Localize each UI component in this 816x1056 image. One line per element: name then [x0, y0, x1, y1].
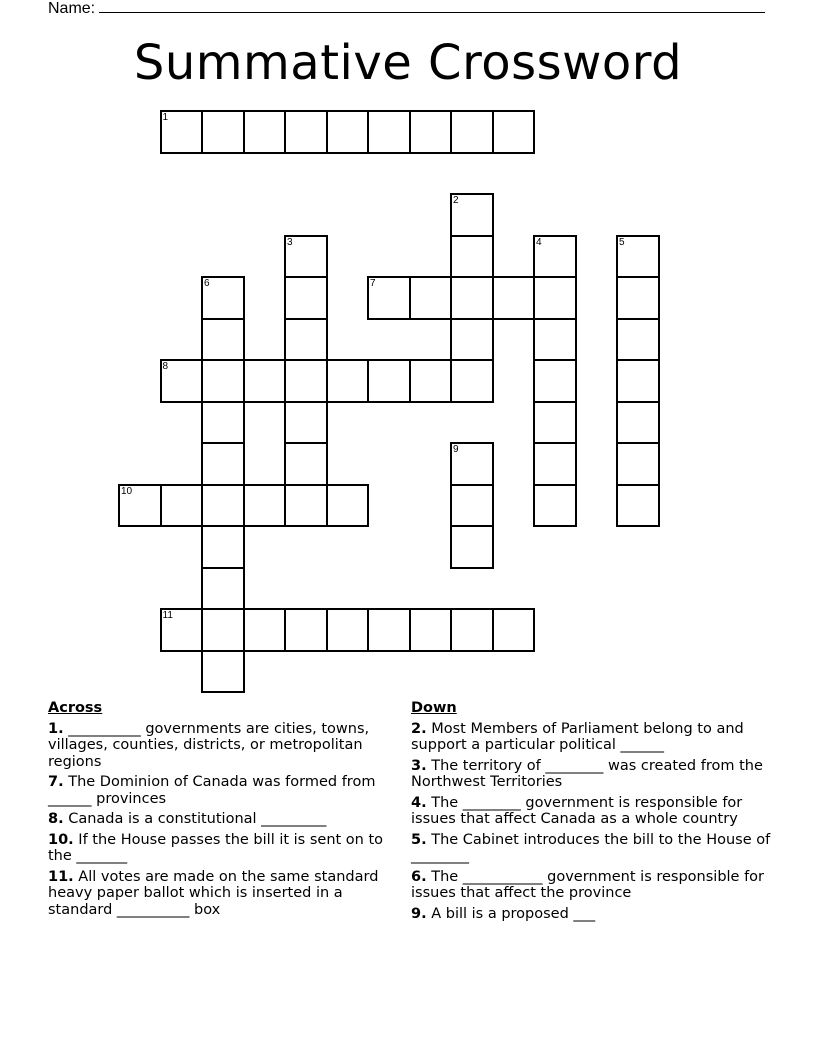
grid-cell[interactable]: [533, 401, 577, 445]
cell-number: 6: [204, 278, 210, 289]
grid-cell[interactable]: [409, 608, 453, 652]
grid-cell[interactable]: [533, 484, 577, 528]
grid-cell[interactable]: [450, 525, 494, 569]
grid-cell[interactable]: [450, 235, 494, 279]
clue-text: Canada is a constitutional _________: [68, 811, 327, 827]
clue-down-3: [411, 758, 771, 791]
down-clues: [411, 700, 771, 926]
grid-cell[interactable]: [284, 276, 328, 320]
cell-number: 2: [453, 195, 459, 206]
grid-cell[interactable]: [284, 110, 328, 154]
grid-cell[interactable]: [533, 359, 577, 403]
clue-down-2: [411, 721, 771, 754]
grid-cell[interactable]: [284, 484, 328, 528]
grid-cell[interactable]: [492, 276, 536, 320]
clue-number: 10.: [48, 831, 74, 848]
grid-cell[interactable]: [201, 650, 245, 694]
grid-cell[interactable]: [450, 276, 494, 320]
grid-cell[interactable]: [326, 484, 370, 528]
cell-number: 1: [162, 112, 169, 123]
grid-cell[interactable]: [201, 110, 245, 154]
grid-cell[interactable]: [492, 608, 536, 652]
across-heading: Across: [48, 700, 103, 716]
clue-down-4: [411, 795, 771, 828]
cell-number: 5: [619, 236, 625, 248]
grid-cell[interactable]: [533, 318, 577, 362]
grid-cell[interactable]: [533, 235, 577, 279]
grid-cell[interactable]: [284, 318, 328, 362]
clue-text: All votes are made on the same standard heavy paper ballot which is inserted in a standard __________ box: [48, 868, 379, 918]
grid-cell[interactable]: [201, 525, 245, 569]
grid-cell[interactable]: [284, 608, 328, 652]
grid-cell[interactable]: [201, 442, 245, 486]
cell-number: 8: [162, 361, 169, 372]
clue-text: A bill is a proposed ___: [431, 905, 596, 922]
grid-cell[interactable]: [450, 359, 494, 403]
clue-number: 8.: [48, 811, 64, 827]
grid-cell[interactable]: [284, 401, 328, 445]
grid-cell[interactable]: [284, 442, 328, 486]
clue-number: 7.: [48, 774, 64, 790]
down-heading: Down: [411, 700, 457, 716]
grid-cell[interactable]: [409, 359, 453, 403]
name-label: Name:: [48, 0, 96, 17]
grid-cell[interactable]: [409, 276, 453, 320]
grid-cell[interactable]: [201, 276, 245, 320]
grid-cell[interactable]: [243, 359, 287, 403]
grid-cell[interactable]: [201, 567, 245, 611]
grid-cell[interactable]: [160, 110, 204, 154]
clue-across-8: [48, 811, 398, 828]
grid-cell[interactable]: [118, 484, 162, 528]
clue-text: The territory of ________ was created from the Northwest Territories: [411, 757, 763, 790]
clue-text: Most Members of Parliament belong to and support a particular political ______: [411, 720, 744, 753]
cell-number: 10: [121, 485, 133, 497]
grid-cell[interactable]: [201, 608, 245, 652]
grid-cell[interactable]: [450, 608, 494, 652]
clue-number: 1.: [48, 720, 64, 737]
grid-cell[interactable]: [326, 110, 370, 154]
grid-cell[interactable]: [450, 110, 494, 154]
grid-cell[interactable]: [201, 484, 245, 528]
clue-down-9: [411, 906, 771, 923]
clue-text: The Dominion of Canada was formed from ______ provinces: [48, 774, 376, 807]
grid-cell[interactable]: [616, 276, 660, 320]
clue-text: __________ governments are cities, towns, villages, counties, districts, or metropolitan regions: [48, 720, 370, 770]
clue-number: 2.: [411, 720, 427, 737]
grid-cell[interactable]: [450, 484, 494, 528]
grid-cell[interactable]: [243, 110, 287, 154]
grid-cell[interactable]: [160, 608, 204, 652]
clue-across-11: [48, 869, 398, 919]
clue-across-10: [48, 832, 398, 865]
grid-cell[interactable]: [450, 193, 494, 237]
grid-cell[interactable]: [616, 318, 660, 362]
grid-cell[interactable]: [201, 401, 245, 445]
grid-cell[interactable]: [450, 318, 494, 362]
grid-cell[interactable]: [284, 235, 328, 279]
clue-text: If the House passes the bill it is sent on to the _______: [48, 831, 384, 864]
grid-cell[interactable]: [616, 401, 660, 445]
clue-down-6: [411, 869, 771, 902]
grid-cell[interactable]: [616, 235, 660, 279]
cell-number: 4: [536, 236, 542, 248]
clue-text: The ___________ government is responsible for issues that affect the province: [411, 868, 765, 901]
grid-cell[interactable]: [160, 484, 204, 528]
clue-text: The Cabinet introduces the bill to the House of ________: [411, 831, 771, 864]
clue-text: The ________ government is responsible for issues that affect Canada as a whole country: [411, 794, 743, 827]
grid-cell[interactable]: [367, 608, 411, 652]
grid-cell[interactable]: [243, 608, 287, 652]
cell-number: 9: [453, 444, 459, 455]
grid-cell[interactable]: [492, 110, 536, 154]
clue-number: 9.: [411, 905, 427, 922]
grid-cell[interactable]: [616, 359, 660, 403]
grid-cell[interactable]: [367, 276, 411, 320]
clue-number: 5.: [411, 831, 427, 848]
grid-cell[interactable]: [533, 276, 577, 320]
clue-number: 4.: [411, 794, 427, 811]
grid-cell[interactable]: [201, 359, 245, 403]
cell-number: 7: [370, 278, 376, 289]
grid-cell[interactable]: [367, 110, 411, 154]
cell-number: 3: [287, 236, 293, 248]
cell-number: 11: [162, 610, 173, 621]
clue-number: 3.: [411, 757, 427, 774]
grid-cell[interactable]: [409, 110, 453, 154]
clue-number: 6.: [411, 868, 427, 885]
across-clues: [48, 700, 398, 922]
clue-down-5: [411, 832, 771, 865]
clue-across-7: [48, 774, 398, 807]
grid-cell[interactable]: [616, 484, 660, 528]
grid-cell[interactable]: [160, 359, 204, 403]
grid-cell[interactable]: [616, 442, 660, 486]
grid-cell[interactable]: [326, 359, 370, 403]
grid-cell[interactable]: [284, 359, 328, 403]
grid-cell[interactable]: [201, 318, 245, 362]
clue-number: 11.: [48, 868, 74, 885]
page-title: Summative Crossword: [133, 35, 683, 91]
grid-cell[interactable]: [326, 608, 370, 652]
grid-cell[interactable]: [243, 484, 287, 528]
grid-cell[interactable]: [533, 442, 577, 486]
grid-cell[interactable]: [450, 442, 494, 486]
grid-cell[interactable]: [367, 359, 411, 403]
clue-across-1: [48, 721, 398, 771]
